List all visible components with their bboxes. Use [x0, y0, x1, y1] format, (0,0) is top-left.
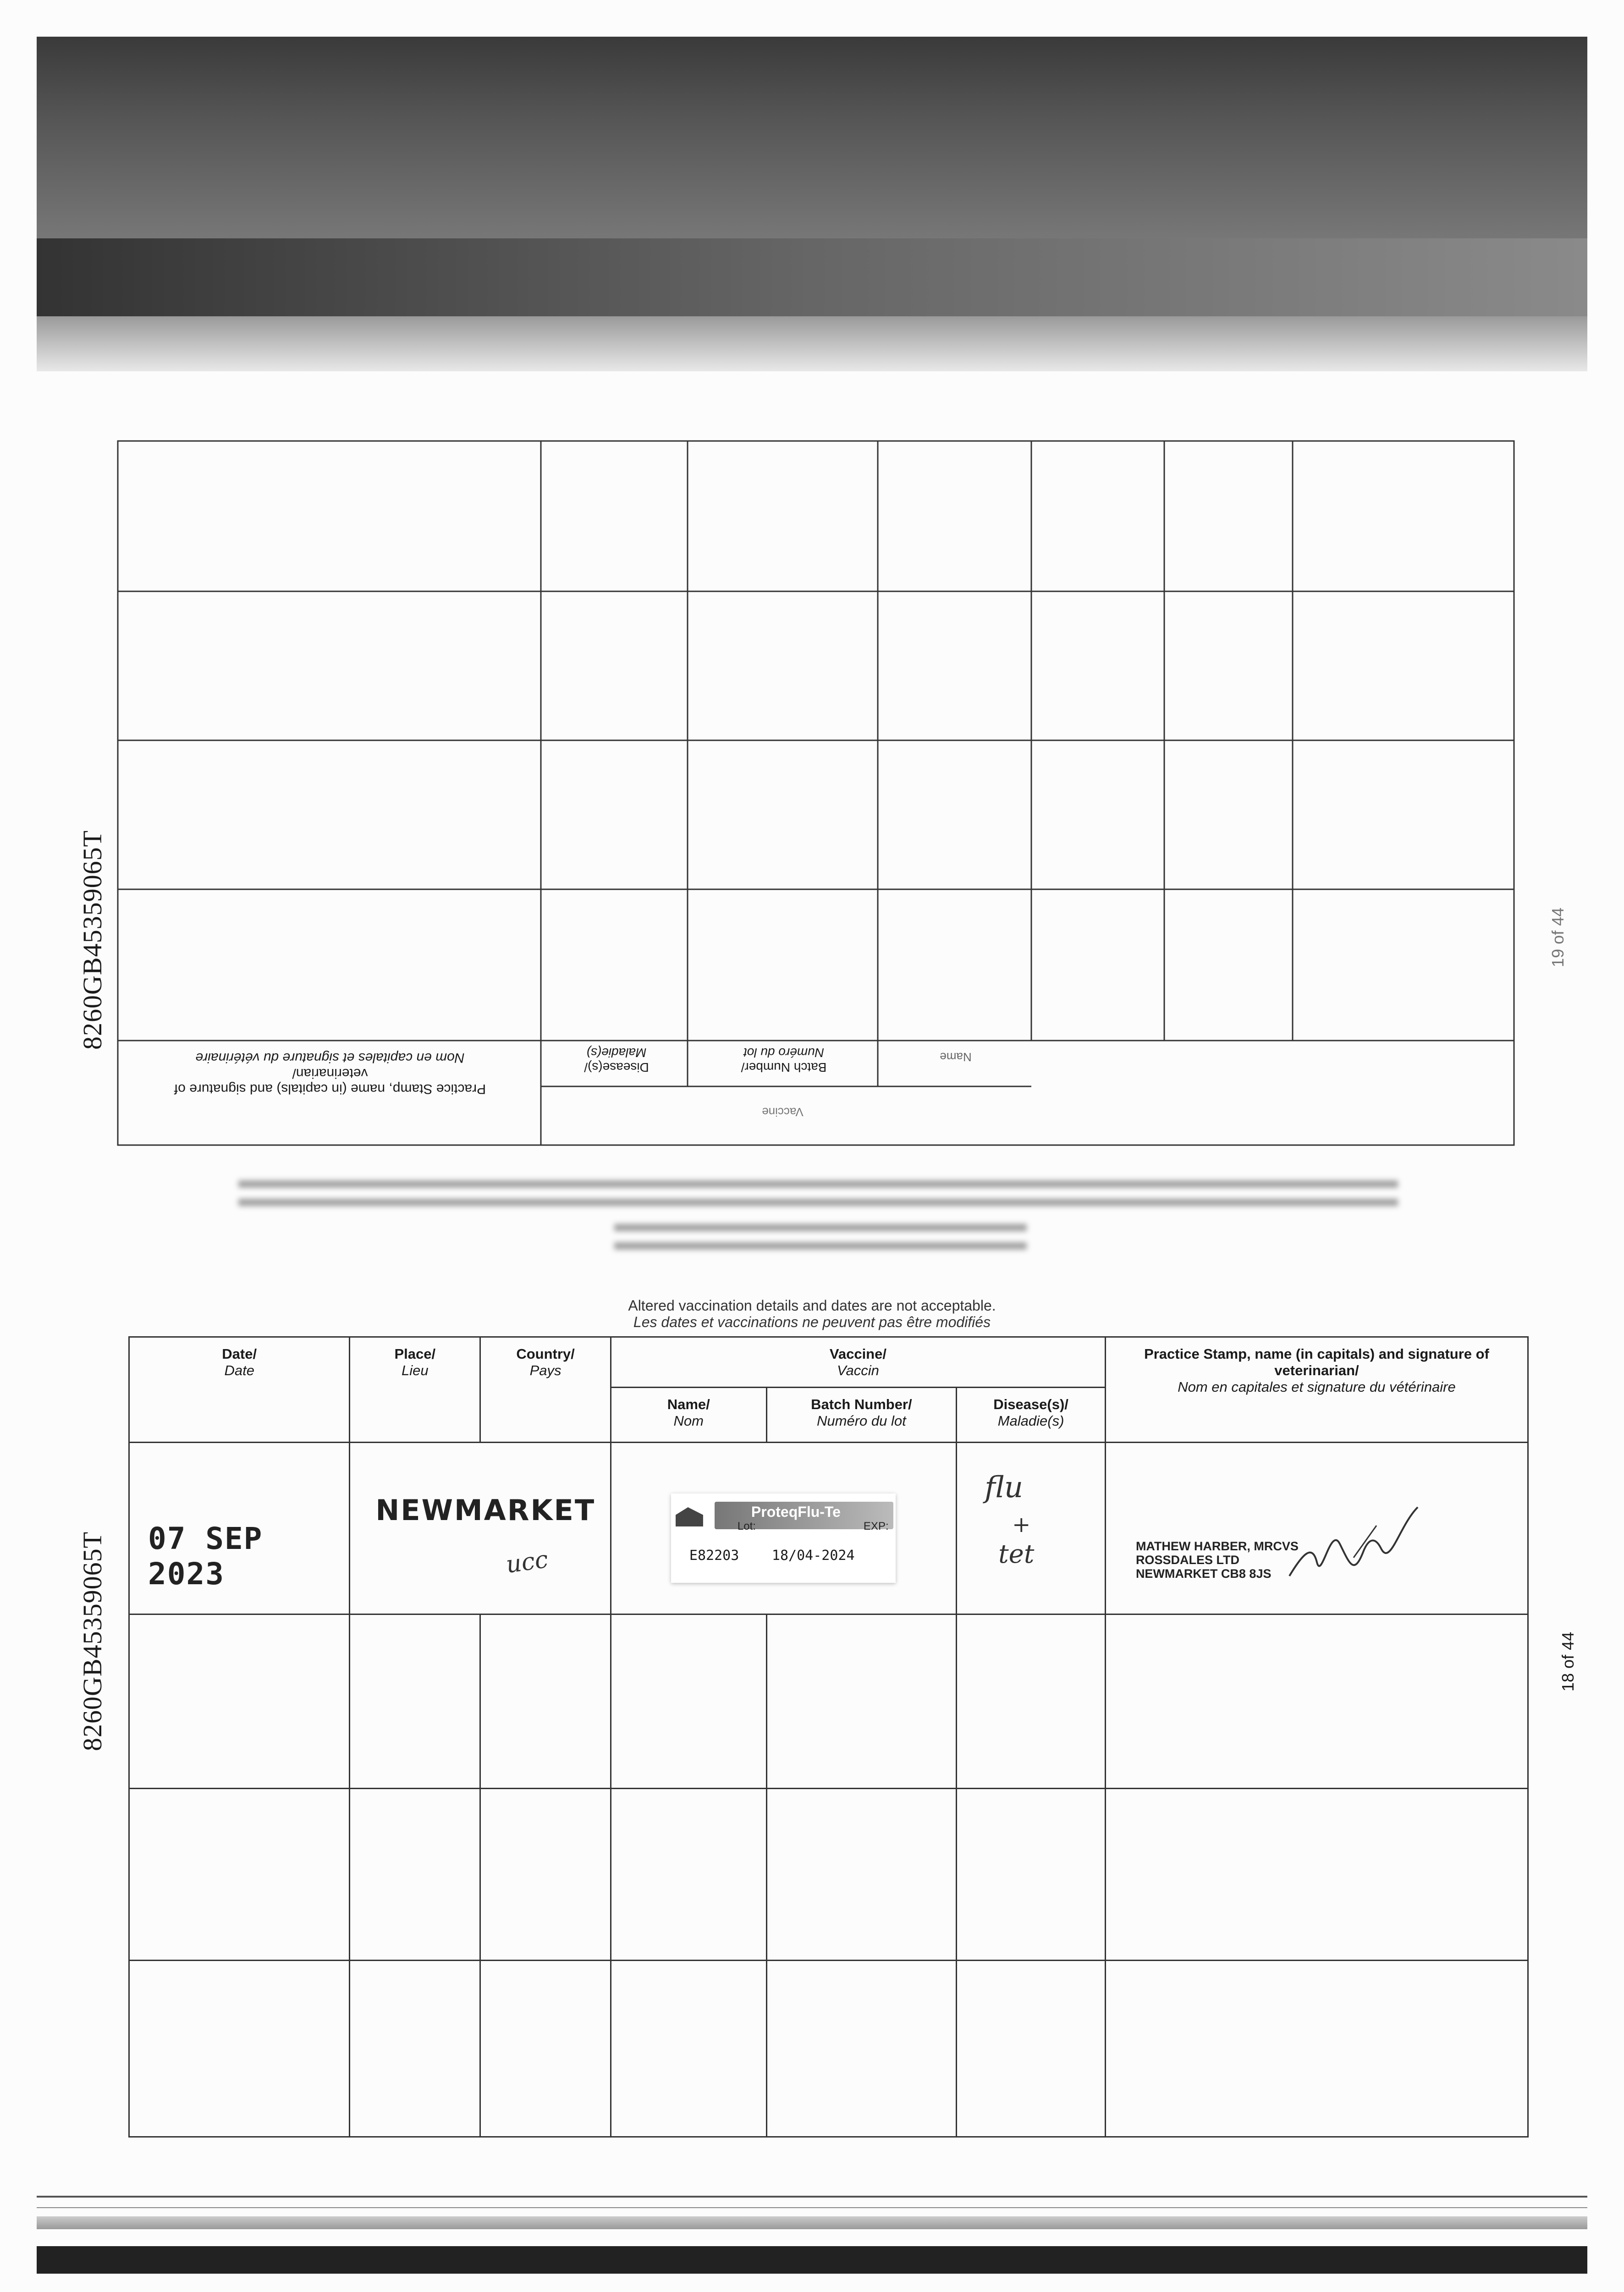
sticker-exp-label: EXP:	[863, 1520, 889, 1532]
blur-text-line	[238, 1199, 1398, 1206]
vet-signature	[1285, 1498, 1422, 1590]
header-vaccine-name: Name/ Nom	[611, 1388, 766, 1443]
scan-shadow-top	[37, 37, 1587, 238]
table-row	[129, 1443, 1528, 1614]
upper-header-vaccine: Vaccine	[762, 1105, 804, 1119]
disease-flu: flu	[985, 1471, 1024, 1504]
scan-edge-band	[37, 2216, 1587, 2229]
vet-address: NEWMARKET CB8 8JS	[1135, 1567, 1272, 1581]
entry-disease-cell	[957, 1443, 1106, 1614]
scan-edge-dark	[37, 2246, 1587, 2274]
scan-edge-line	[37, 2207, 1587, 2208]
vaccine-sticker	[671, 1493, 896, 1583]
vaccination-table	[128, 1336, 1529, 2138]
upper-header-stamp: Practice Stamp, name (in capitals) and signature of veterinarian/ Nom en capitales et signature du vétérinaire	[174, 1050, 486, 1096]
entry-date-cell	[129, 1443, 350, 1614]
passport-id-lower: 8260GB45359065T	[77, 1532, 107, 1751]
sticker-brand-name: ProteqFlu-Te	[751, 1504, 841, 1520]
vet-name: MATHEW HARBER, MRCVS	[1135, 1539, 1299, 1553]
header-disease: Disease(s)/ Maladie(s)	[957, 1388, 1106, 1443]
table-row	[129, 1961, 1528, 2137]
header-country: Country/ Pays	[480, 1337, 611, 1443]
passport-id-upper: 8260GB45359065T	[77, 830, 107, 1050]
place-stamp: NEWMARKET	[375, 1493, 596, 1527]
scan-edge-line	[37, 2196, 1587, 2198]
alteration-notice: Altered vaccination details and dates are not acceptable. Les dates et vaccinations ne peuvent pas être modifiés	[628, 1297, 996, 1330]
vet-stamp	[1136, 1539, 1299, 1581]
blur-text-line	[614, 1242, 1027, 1250]
header-batch-number: Batch Number/ Numéro du lot	[766, 1388, 957, 1443]
sticker-logo-icon	[676, 1507, 703, 1526]
table-row	[129, 1789, 1528, 1961]
sticker-lot-label: Lot:	[737, 1520, 756, 1532]
blur-text-line	[238, 1180, 1398, 1188]
header-place: Place/ Lieu	[350, 1337, 480, 1443]
header-date: Date/ Date	[129, 1337, 350, 1443]
upper-header-batch: Batch Number/ Numéro du lot	[741, 1046, 827, 1074]
vet-practice: ROSSDALES LTD	[1135, 1553, 1239, 1567]
place-initials: ucc	[504, 1545, 550, 1579]
entry-place-cell	[350, 1443, 611, 1614]
blur-text-line	[614, 1224, 1027, 1231]
date-stamp: 07 SEP 2023	[148, 1521, 263, 1592]
disease-plus: +	[1012, 1512, 1031, 1537]
header-vaccine: Vaccine/ Vaccin	[611, 1337, 1105, 1388]
header-practice-stamp: Practice Stamp, name (in capitals) and signature of veterinarian/ Nom en capitales et signature du vétérinaire	[1105, 1337, 1528, 1443]
sticker-expiry: 18/04-2024	[771, 1548, 855, 1564]
ghost-page-number: 19 of 44	[1548, 907, 1567, 967]
entry-vaccine-cell	[611, 1443, 956, 1614]
upper-header-disease: Disease(s)/ Maladie(s)	[584, 1046, 649, 1074]
upper-header-name: Name	[940, 1050, 972, 1064]
entry-vet-cell	[1105, 1443, 1528, 1614]
page-number: 18 of 44	[1558, 1631, 1577, 1691]
disease-tet: tet	[998, 1539, 1035, 1569]
table-row	[129, 1614, 1528, 1789]
scan-shadow-fade	[37, 316, 1587, 371]
upper-table-wrapper	[117, 440, 1515, 1146]
sticker-batch: E82203	[689, 1548, 739, 1564]
scan-shadow-band	[37, 238, 1587, 316]
upper-table-lines	[117, 440, 1515, 1146]
